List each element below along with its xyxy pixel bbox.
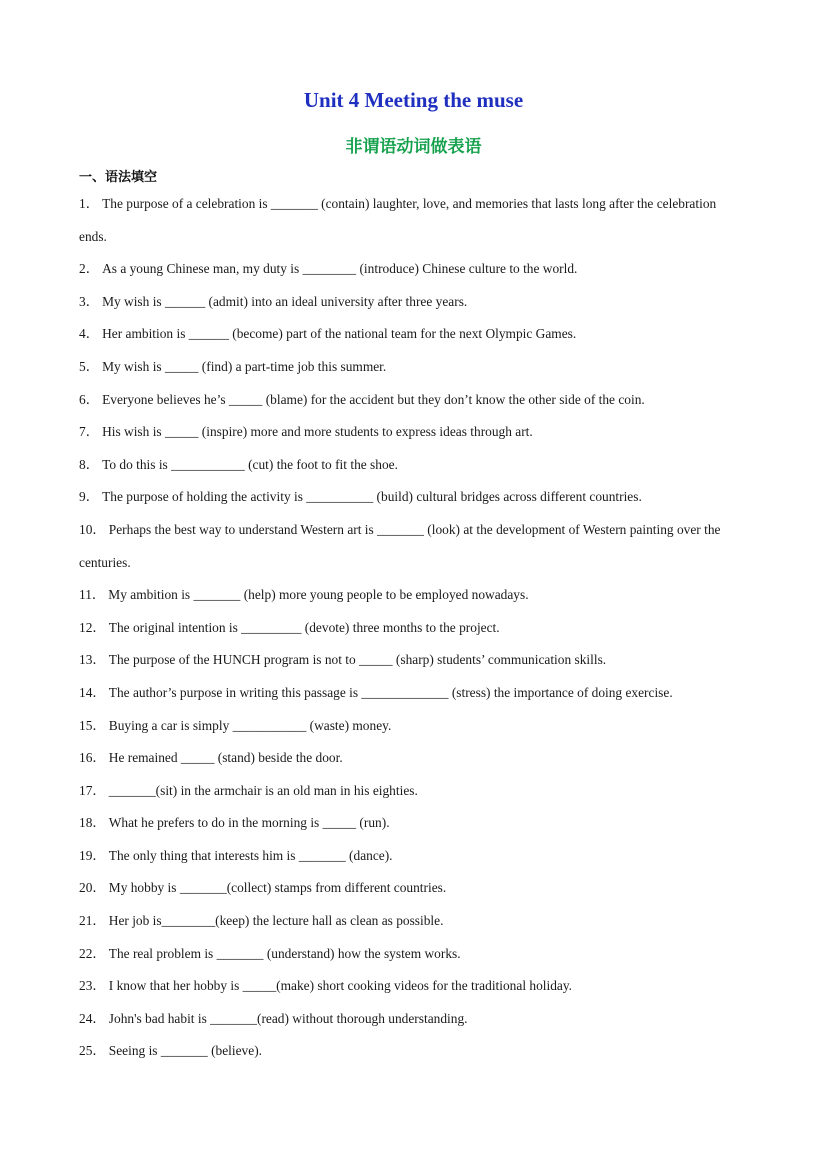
question-number: 1． bbox=[79, 196, 100, 211]
question-text: Seeing is _______ (believe). bbox=[108, 1043, 262, 1059]
question-item bbox=[79, 775, 739, 808]
question-item bbox=[79, 579, 739, 612]
question-item bbox=[79, 742, 739, 775]
question-number: 20． bbox=[79, 880, 106, 896]
question-number: 14． bbox=[79, 684, 106, 700]
question-item bbox=[79, 938, 739, 971]
question-text: The only thing that interests him is _______ (dance). bbox=[108, 847, 393, 863]
question-item bbox=[79, 384, 739, 417]
question-text: _______(sit) in the armchair is an old man in his eighties. bbox=[108, 782, 418, 798]
question-number: 10． bbox=[79, 521, 106, 537]
question-item bbox=[79, 481, 739, 514]
question-item bbox=[79, 644, 739, 677]
question-text: My ambition is _______ (help) more young people to be employed nowadays. bbox=[108, 587, 529, 603]
question-item bbox=[79, 872, 739, 905]
question-number: 17． bbox=[79, 782, 106, 798]
question-text: I know that her hobby is _____(make) short cooking videos for the traditional holiday. bbox=[108, 978, 573, 994]
question-text: He remained _____ (stand) beside the door. bbox=[108, 750, 343, 766]
question-number: 4． bbox=[79, 326, 100, 342]
question-item bbox=[79, 351, 739, 384]
question-number: 3． bbox=[79, 293, 100, 309]
question-number: 5． bbox=[79, 358, 100, 374]
question-number: 13． bbox=[79, 652, 106, 668]
question-number: 2． bbox=[79, 261, 100, 277]
question-text: Perhaps the best way to understand Western art is _______ (look) at the development of Western painting over the centuries. bbox=[79, 521, 721, 570]
question-item bbox=[79, 416, 739, 449]
question-number: 16． bbox=[79, 750, 106, 766]
question-number: 19． bbox=[79, 847, 106, 863]
question-text: The real problem is _______ (understand) how the system works. bbox=[108, 945, 461, 961]
question-item bbox=[79, 1003, 739, 1036]
question-number: 25． bbox=[79, 1043, 106, 1059]
question-text: What he prefers to do in the morning is _____ (run). bbox=[108, 815, 390, 831]
question-number: 23． bbox=[79, 978, 106, 994]
question-text: My hobby is _______(collect) stamps from different countries. bbox=[108, 880, 447, 896]
section-heading: 一、语法填空 bbox=[79, 170, 158, 185]
question-text: Buying a car is simply ___________ (waste) money. bbox=[108, 717, 392, 733]
unit-title: Unit 4 Meeting the muse bbox=[303, 88, 524, 112]
question-text: John's bad habit is _______(read) without thorough understanding. bbox=[108, 1010, 468, 1026]
question-item bbox=[79, 514, 739, 579]
question-item bbox=[79, 612, 739, 645]
question-text: The purpose of the HUNCH program is not to _____ (sharp) students’ communication skills. bbox=[108, 652, 607, 668]
question-item bbox=[79, 677, 739, 710]
question-number: 21． bbox=[79, 913, 106, 929]
question-number: 11． bbox=[79, 587, 106, 603]
question-list bbox=[79, 188, 739, 1068]
question-text: The purpose of holding the activity is __________ (build) cultural bridges across different countries. bbox=[102, 489, 642, 505]
question-number: 8． bbox=[79, 456, 100, 472]
question-text: My wish is ______ (admit) into an ideal university after three years. bbox=[102, 293, 468, 309]
question-number: 12． bbox=[79, 619, 106, 635]
question-text: The original intention is _________ (devote) three months to the project. bbox=[108, 619, 500, 635]
question-text: His wish is _____ (inspire) more and more students to express ideas through art. bbox=[102, 424, 533, 440]
question-item bbox=[79, 318, 739, 351]
question-item bbox=[79, 710, 739, 743]
question-text: As a young Chinese man, my duty is ________ (introduce) Chinese culture to the world. bbox=[102, 261, 578, 277]
question-item bbox=[79, 840, 739, 873]
question-text: To do this is ___________ (cut) the foot to fit the shoe. bbox=[102, 456, 398, 472]
question-text: Her job is________(keep) the lecture hall as clean as possible. bbox=[108, 913, 444, 929]
question-number: 9． bbox=[79, 489, 100, 505]
question-number: 7． bbox=[79, 424, 100, 440]
question-text: The purpose of a celebration is _______ (contain) laughter, love, and memories that lasts long after the celebration ends. bbox=[79, 196, 717, 244]
question-number: 18． bbox=[79, 815, 106, 831]
question-item bbox=[79, 807, 739, 840]
question-item bbox=[79, 188, 739, 253]
question-number: 22． bbox=[79, 945, 106, 961]
question-number: 15． bbox=[79, 717, 106, 733]
question-text: Everyone believes he’s _____ (blame) for the accident but they don’t know the other side of the coin. bbox=[102, 391, 645, 407]
question-number: 6． bbox=[79, 391, 100, 407]
question-item bbox=[79, 1035, 739, 1068]
question-item bbox=[79, 970, 739, 1003]
question-text: My wish is _____ (find) a part-time job this summer. bbox=[102, 358, 387, 374]
question-text: Her ambition is ______ (become) part of the national team for the next Olympic Games. bbox=[102, 326, 577, 342]
question-item bbox=[79, 905, 739, 938]
topic-subtitle: 非谓语动词做表语 bbox=[345, 137, 482, 157]
question-text: The author’s purpose in writing this passage is _____________ (stress) the importance of doing exercise. bbox=[108, 684, 673, 700]
question-number: 24． bbox=[79, 1010, 106, 1026]
question-item bbox=[79, 449, 739, 482]
question-item bbox=[79, 286, 739, 319]
question-item bbox=[79, 253, 739, 286]
